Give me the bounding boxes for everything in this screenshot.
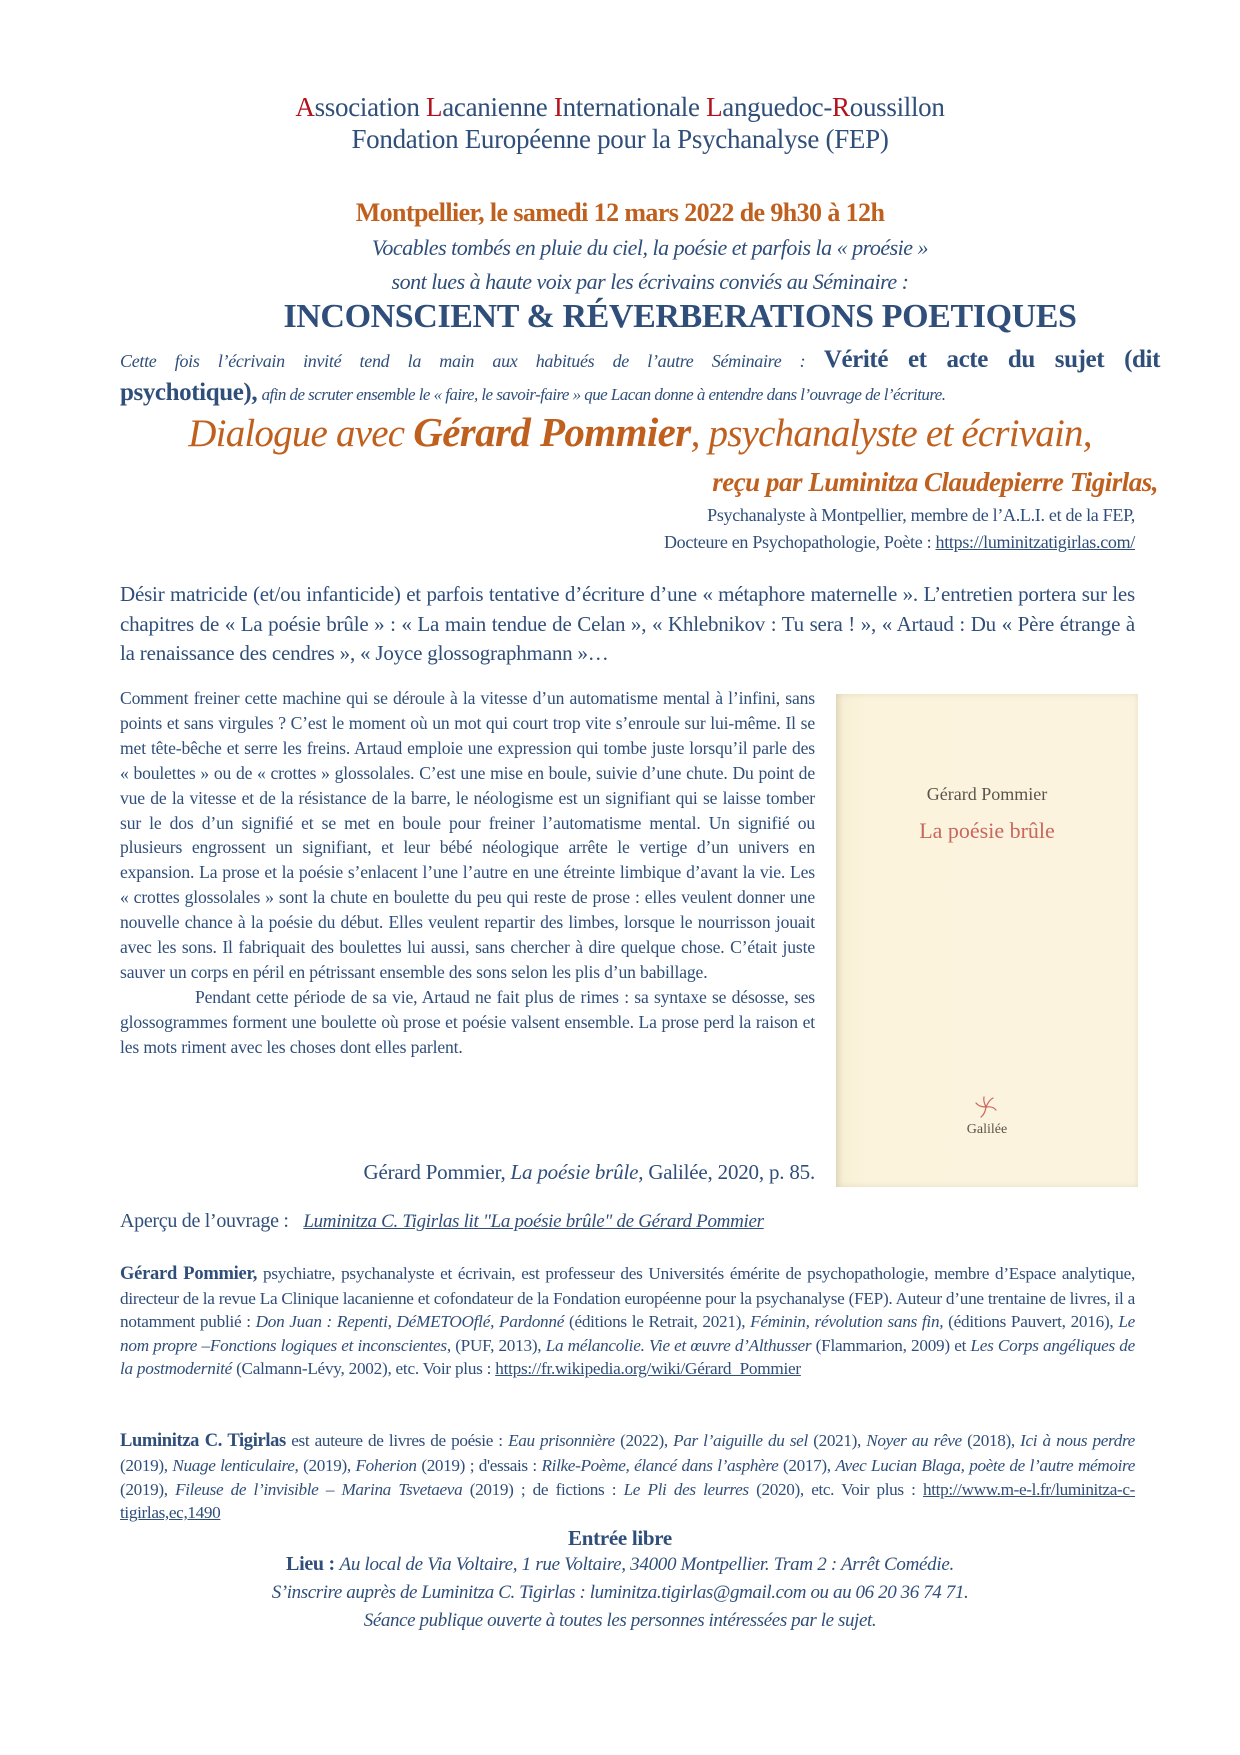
bio-text: (2021), (807, 1431, 867, 1450)
cover-author: Gérard Pommier (926, 784, 1048, 804)
tigirlas-profile-link[interactable]: http://www.m-e-l.fr/luminitza-c-tigirlas,ec,1490 (120, 1479, 1135, 1523)
bio-pommier-name: Gérard Pommier, (120, 1264, 258, 1284)
book-preview (120, 1210, 764, 1233)
book-title: Par l’aiguille du sel (673, 1431, 808, 1450)
bio-text: psychiatre, psychanalyste et écrivain, est professeur des Universités émérite de psychopathologie, membre d’Espace analytique, directeur de la revue La Clinique lacanienne et cofondateur de la Fondation européenne pour la psychanalyse (FEP). Auteur d’une trentaine de livres, il a notamment publié : (120, 1264, 1135, 1332)
book-title: Nuage lenticulaire, (172, 1455, 299, 1475)
book-title: Les Corps angéliques de la postmodernité (120, 1335, 1136, 1379)
bio-text: (2017), (778, 1455, 836, 1475)
bio-text: (2018), (961, 1431, 1021, 1450)
org-word: nternationale (562, 92, 707, 122)
bio-text: (éditions Pauvert, 2016), (943, 1312, 1119, 1332)
book-title: Le Pli des leurres (623, 1479, 749, 1499)
citation-rest: Galilée, 2020, p. 85. (643, 1160, 815, 1184)
book-title: Avec Lucian Blaga, poète de l’autre mémoire (835, 1455, 1135, 1475)
registration-info: S’inscrire auprès de Luminitza C. Tigirlas : luminitza.tigirlas@gmail.com ou au 06 20 36 74 71. (271, 1582, 969, 1603)
bio-text: (éditions le Retrait, 2021), (564, 1312, 751, 1332)
book-excerpt (120, 686, 815, 1060)
citation-author: Gérard Pommier, (363, 1160, 511, 1184)
org-initial: I (553, 92, 563, 122)
org-initial: L (706, 92, 723, 122)
preview-label: Aperçu de l’ouvrage : (120, 1210, 294, 1232)
venue-address: Au local de Via Voltaire, 1 rue Voltaire, 34000 Montpellier. Tram 2 : Arrêt Comédie. (339, 1554, 954, 1575)
bio-text: est auteure de livres de poésie : (285, 1431, 509, 1450)
org-word: oussillon (849, 92, 945, 122)
guest-name: Gérard Pommier (413, 409, 691, 455)
venue (0, 1553, 1240, 1576)
intro-line-2: sont lues à haute voix par les écrivains conviés au Séminaire : (391, 269, 909, 294)
pommier-wikipedia-link[interactable]: https://fr.wikipedia.org/wiki/Gérard_Pommier (495, 1359, 801, 1379)
bio-text: (Flammarion, 2009) et (811, 1335, 971, 1355)
seminar-title: INCONSCIENT & RÉVERBERATIONS POETIQUES (283, 298, 1077, 335)
organization-name (0, 92, 1240, 123)
citation-title: La poésie brûle, (510, 1160, 644, 1184)
book-title: Don Juan : Repenti, DéMETOOflé, Pardonné (255, 1312, 565, 1332)
bio-text: (Calmann-Lévy, 2002), etc. Voir plus : (232, 1359, 496, 1379)
bio-text: (2019), (120, 1455, 173, 1475)
foundation-name: Fondation Européenne pour la Psychanalyse (FEP) (351, 124, 889, 154)
bio-text: (2019), (298, 1455, 356, 1475)
org-word: ssociation (314, 92, 427, 122)
bio-text: (2020), etc. Voir plus : (748, 1479, 923, 1499)
bio-text: (2019) ; de fictions : (462, 1479, 624, 1499)
cover-publisher: Galilée (966, 1122, 1008, 1137)
bio-text: (2019) ; d'essais : (416, 1455, 542, 1475)
dialogue-suffix: , psychanalyste et écrivain, (690, 412, 1092, 455)
cover-title: La poésie brûle (919, 818, 1055, 843)
host-credentials-text: Docteure en Psychopathologie, Poète : (663, 532, 936, 552)
public-session-note: Séance publique ouverte à toutes les personnes intéressées par le sujet. (363, 1610, 877, 1631)
invite-lead: Cette fois l’écrivain invité tend la main aux habitués de l’autre Séminaire : (120, 351, 806, 371)
book-title: Fileuse de l’invisible – Marina Tsvetaeva (175, 1479, 463, 1499)
publisher-logo-icon (973, 1094, 999, 1120)
org-initial: L (426, 92, 443, 122)
dialogue-prefix: Dialogue avec (188, 412, 414, 455)
bio-text: , (PUF, 2013), (446, 1335, 546, 1355)
book-title: Foherion (355, 1455, 417, 1475)
book-title: Eau prisonnière (508, 1431, 615, 1450)
preview-link[interactable]: Luminitza C. Tigirlas lit "La poésie brûle" de Gérard Pommier (303, 1211, 764, 1232)
excerpt-paragraph-1: Comment freiner cette machine qui se déroule à la vitesse d’un automatisme mental à l’infini, sans points et sans virgules ? C’est le moment où un mot qui court trop vite s’enroule sur lui-même. Il se met tête-bêche et serre les freins. Artaud emploie une expression qui tombe juste lorsqu’il parle des « boulettes » ou de « crottes » glossolales. C’est une mise en boule, suivie d’une chute. Du point de vue de la vitesse et de la résistance de la barre, le néologisme est un signifiant qui se laisse tomber sur le dos d’un signifié et se met en boule pour freiner l’automatisme mental. Un signifié ou plusieurs engrossent un signifiant, et leur bébé néologique arrête le vertige d’un univers en expansion. La prose et la poésie s’enlacent l’une l’autre en une étreinte limbique d’avant la vie. Les « crottes glossolales » sont la chute en boulette du peu qui reste de prose : elles veulent donner une nouvelle chance à la poésie du début. Elles veulent repartir des limbes, lorsque le nourrisson jouait avec les sons. Il fabriquait des boulettes lui aussi, sans chercher à dire quelque chose. C’était juste sauver un corps en péril en pétrissant ensemble des sons selon les plis d’un babillage. (120, 688, 815, 982)
host-credentials-1: Psychanalyste à Montpellier, membre de l’A.L.I. et de la FEP, (707, 505, 1135, 525)
bio-text: (2022), (614, 1431, 674, 1450)
host-website-link[interactable]: https://luminitzatigirlas.com/ (935, 532, 1135, 552)
org-initial: R (832, 92, 850, 122)
invite-paragraph (120, 342, 1160, 413)
bio-tigirlas (120, 1429, 1135, 1525)
invite-line-1 (120, 342, 1160, 379)
book-title: Rilke-Poème, élancé dans l’asphère (541, 1455, 779, 1475)
intro-line-1: Vocables tombés en pluie du ciel, la poésie et parfois la « proésie » (371, 235, 929, 260)
host-credentials-2 (664, 532, 1135, 553)
org-word: acanienne (442, 92, 554, 122)
session-description: Désir matricide (et/ou infanticide) et parfois tentative d’écriture d’une « métaphore maternelle ». L’entretien portera sur les chapitres de « La poésie brûle » : « La main tendue de Celan », « Khlebnikov : Tu sera ! », « Artaud : Du « Père étrange à la renaissance des cendres », « Joyce glossographmann »… (120, 582, 1135, 665)
org-word: anguedoc- (722, 92, 833, 122)
event-date: Montpellier, le samedi 12 mars 2022 de 9h30 à 12h (355, 198, 885, 227)
venue-label: Lieu : (286, 1553, 340, 1575)
dialogue-heading (120, 408, 1160, 456)
excerpt-paragraph-2: Pendant cette période de sa vie, Artaud ne fait plus de rimes : sa syntaxe se désosse, ses glossogrammes forment une boulette où prose et poésie valsent ensemble. La prose perd la raison et les mots riment avec les choses dont elles parlent. (120, 986, 815, 1057)
book-title: Le nom propre –Fonctions logiques et inconscientes (120, 1312, 1135, 1355)
book-cover-image (836, 694, 1138, 1187)
bio-tigirlas-name: Luminitza C. Tigirlas (120, 1431, 286, 1451)
invite-tail: afin de scruter ensemble le « faire, le savoir-faire » que Lacan donne à entendre dans l’ouvrage de l’écriture. (261, 385, 946, 404)
org-initial: A (295, 92, 315, 122)
bio-pommier (120, 1262, 1135, 1381)
book-title: Ici à nous perdre (1020, 1431, 1135, 1450)
excerpt-citation (120, 1160, 815, 1185)
other-seminar-title-end: psychotique), (120, 379, 258, 406)
other-seminar-title: Vérité et acte du sujet (dit (823, 346, 1161, 373)
bio-text: (2019), (120, 1479, 176, 1499)
free-entry: Entrée libre (568, 1526, 672, 1550)
book-title: Noyer au rêve (866, 1431, 962, 1450)
book-title: La mélancolie. Vie et œuvre d’Althusser (545, 1335, 812, 1355)
host-line: reçu par Luminitza Claudepierre Tigirlas, (712, 467, 1158, 497)
book-title: Féminin, révolution sans fin, (750, 1312, 944, 1332)
